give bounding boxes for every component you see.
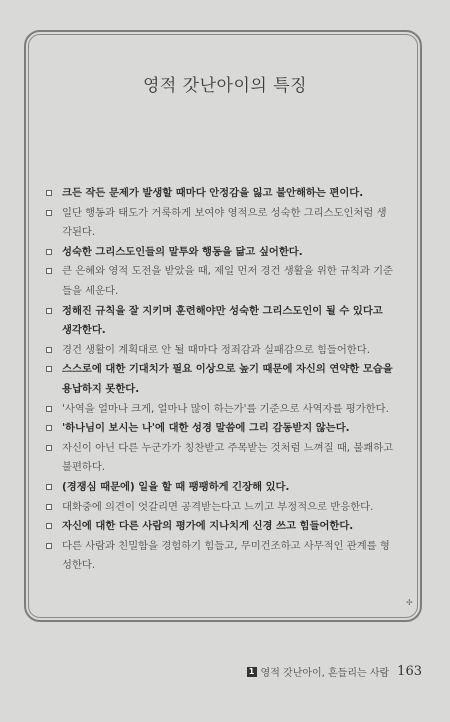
list-item-text: 다른 사람과 친밀함을 경험하기 힘들고, 무미건조하고 사무적인 관계를 형성한다. bbox=[62, 539, 390, 572]
list-item bbox=[46, 537, 396, 576]
checkbox-bullet-icon bbox=[46, 406, 52, 412]
chapter-title: 영적 갓난아이, 흔들리는 사람 bbox=[260, 668, 390, 679]
checkbox-bullet-icon bbox=[46, 308, 52, 314]
list-item bbox=[46, 498, 396, 518]
checkbox-bullet-icon bbox=[46, 366, 52, 372]
characteristics-list bbox=[46, 184, 396, 576]
checkbox-bullet-icon bbox=[46, 268, 52, 274]
list-item bbox=[46, 184, 396, 204]
list-item-text: '사역을 얼마나 크게, 얼마나 많이 하는가'를 기준으로 사역자를 평가한다. bbox=[62, 402, 389, 415]
list-item bbox=[46, 400, 396, 420]
checkbox-bullet-icon bbox=[46, 484, 52, 490]
frame-ornament: ✢ bbox=[406, 598, 413, 607]
list-item bbox=[46, 439, 396, 478]
list-item bbox=[46, 302, 396, 341]
list-item-text: 정해진 규칙을 잘 지키며 훈련해야만 성숙한 그리스도인이 될 수 있다고 생각한다. bbox=[62, 304, 383, 337]
list-item-text: '하나님이 보시는 나'에 대한 성경 말씀에 그리 감동받지 않는다. bbox=[62, 422, 350, 435]
checkbox-bullet-icon bbox=[46, 445, 52, 451]
list-item-text: 큰 은혜와 영적 도전을 받았을 때, 제일 먼저 경건 생활을 위한 규칙과 기준들을 세운다. bbox=[62, 265, 394, 297]
list-item-text: 대화중에 의견이 엇갈리면 공격받는다고 느끼고 부정적으로 반응한다. bbox=[62, 500, 374, 513]
checkbox-bullet-icon bbox=[46, 249, 52, 255]
checkbox-bullet-icon bbox=[46, 543, 52, 549]
list-item-text: 자신에 대한 다른 사람의 평가에 지나치게 신경 쓰고 힘들어한다. bbox=[62, 520, 354, 533]
list-item-text: 스스로에 대한 기대치가 필요 이상으로 높기 때문에 자신의 연약한 모습을 용납하지 못한다. bbox=[62, 363, 393, 395]
list-item bbox=[46, 517, 396, 537]
checkbox-bullet-icon bbox=[46, 425, 52, 431]
list-item bbox=[46, 262, 396, 301]
list-item-text: 크든 작든 문제가 발생할 때마다 안정감을 잃고 불안해하는 편이다. bbox=[62, 187, 364, 199]
list-item-text: 일단 행동과 태도가 거룩하게 보여야 영적으로 성숙한 그리스도인처럼 생각된다. bbox=[62, 206, 387, 239]
page-footer bbox=[247, 664, 422, 679]
list-item bbox=[46, 341, 396, 361]
checkbox-bullet-icon bbox=[46, 347, 52, 353]
list-item bbox=[46, 419, 396, 439]
list-item-text: 성숙한 그리스도인들의 말투와 행동을 닮고 싶어한다. bbox=[62, 245, 303, 258]
list-item bbox=[46, 478, 396, 498]
checkbox-bullet-icon bbox=[46, 190, 52, 196]
list-item bbox=[46, 243, 396, 263]
page-number: 163 bbox=[397, 664, 422, 679]
list-item-text: (경쟁심 때문에) 일을 할 때 팽팽하게 긴장해 있다. bbox=[62, 480, 290, 493]
list-item bbox=[46, 204, 396, 243]
checkbox-bullet-icon bbox=[46, 504, 52, 510]
page-title: 영적 갓난아이의 특징 bbox=[142, 76, 308, 96]
list-item bbox=[46, 360, 396, 399]
list-item-text: 자신이 아닌 다른 누군가가 칭찬받고 주목받는 것처럼 느껴질 때, 불쾌하고 불편하다. bbox=[62, 441, 394, 474]
checkbox-bullet-icon bbox=[46, 210, 52, 216]
checkbox-bullet-icon bbox=[46, 523, 52, 529]
list-item-text: 경건 생활이 계획대로 안 될 때마다 정죄감과 실패감으로 힘들어한다. bbox=[62, 343, 370, 356]
chapter-number-badge: 1 bbox=[247, 667, 257, 677]
